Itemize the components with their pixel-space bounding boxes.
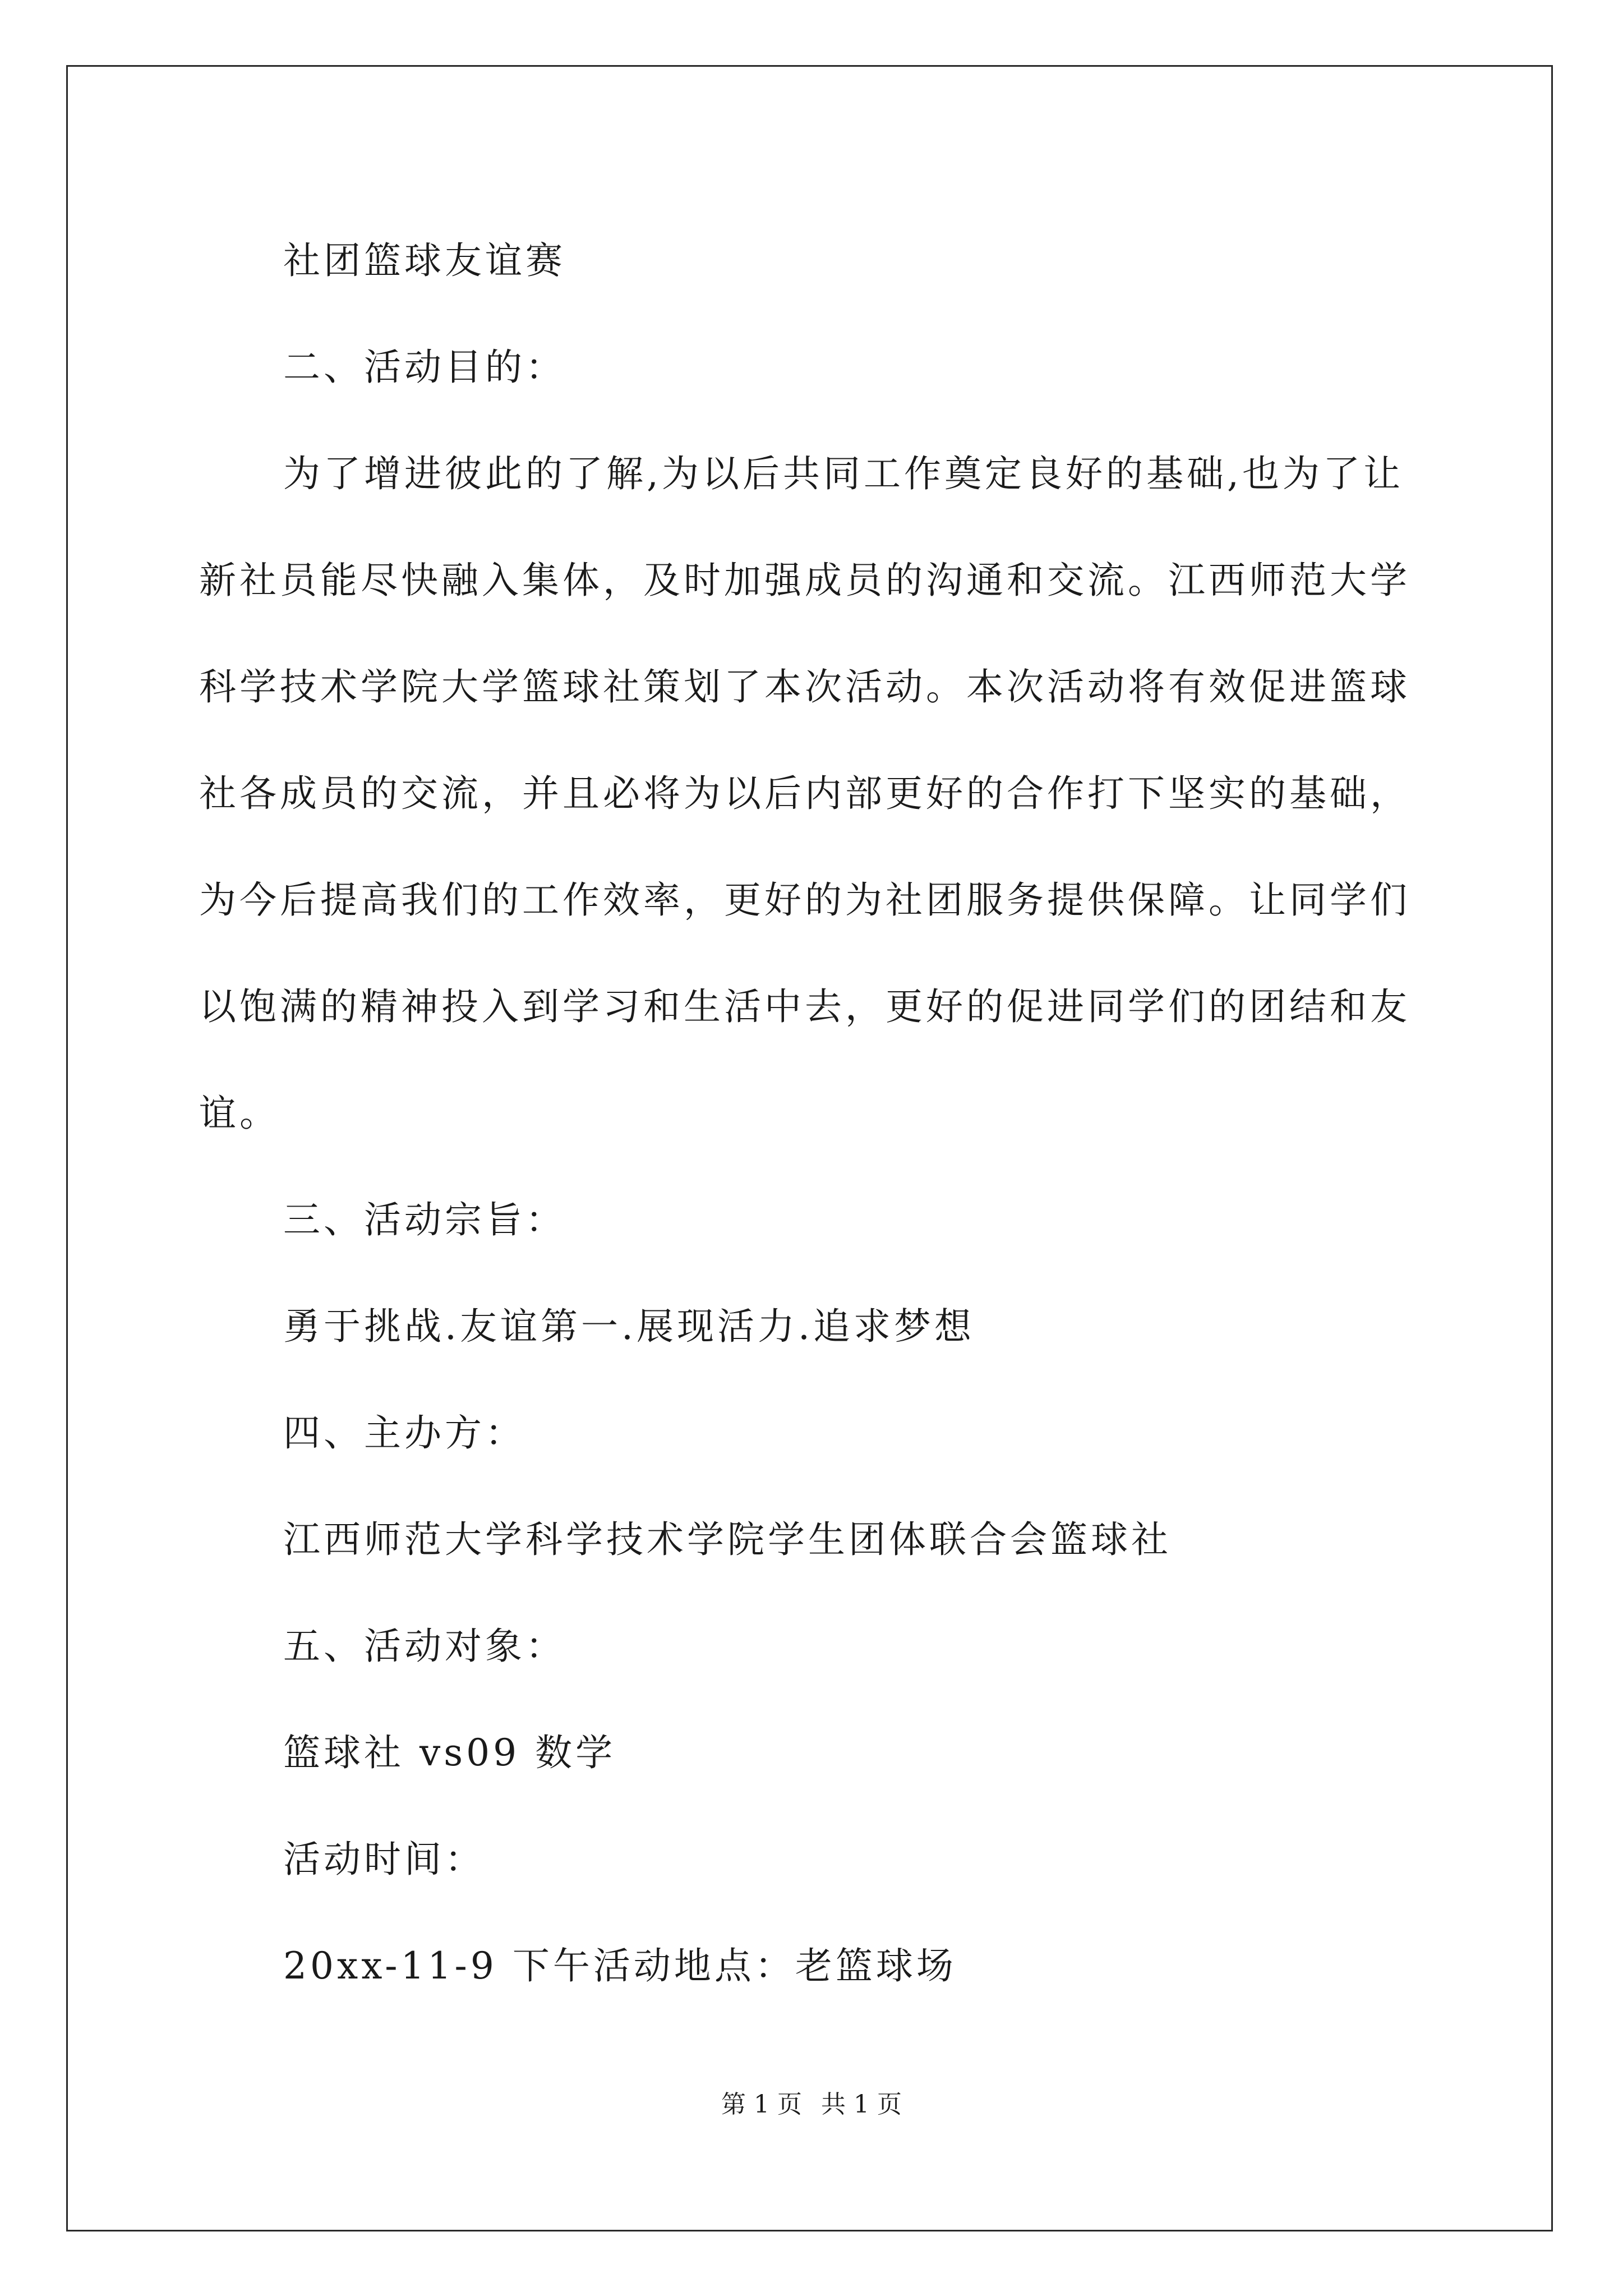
paragraph-line: 社各成员的交流，并且必将为以后内部更好的合作打下坚实的基础，	[199, 772, 1410, 815]
section-heading-purpose: 二、活动目的：	[283, 346, 566, 389]
page-footer	[0, 2084, 1623, 2120]
paragraph-line: 谊。	[199, 1092, 280, 1135]
paragraph-line: 以饱满的精神投入到学习和生活中去，更好的促进同学们的团结和友	[199, 985, 1410, 1028]
section-heading-participants: 五、活动对象：	[283, 1625, 566, 1668]
participants-text: 篮球社 vs09 数学	[283, 1731, 616, 1774]
paragraph-line: 为了增进彼此的了解,为以后共同工作奠定良好的基础,也为了让	[283, 452, 1404, 495]
page-number: 第 1 页	[721, 2090, 802, 2119]
section-heading-organizer: 四、主办方：	[283, 1411, 525, 1455]
tenet-text: 勇于挑战.友谊第一.展现活力.追求梦想	[283, 1305, 975, 1348]
doc-title-line: 社团篮球友谊赛	[283, 239, 566, 282]
time-location-text: 20xx-11-9 下午活动地点：老篮球场	[283, 1944, 957, 1987]
page-total: 共 1 页	[821, 2090, 902, 2119]
time-label: 活动时间：	[283, 1838, 485, 1881]
paragraph-line: 新社员能尽快融入集体，及时加强成员的沟通和交流。江西师范大学	[199, 559, 1410, 602]
paragraph-line: 科学技术学院大学篮球社策划了本次活动。本次活动将有效促进篮球	[199, 665, 1410, 708]
document-body	[199, 208, 1422, 2019]
section-heading-tenet: 三、活动宗旨：	[283, 1198, 566, 1241]
organizer-text: 江西师范大学科学技术学院学生团体联合会篮球社	[283, 1518, 1172, 1561]
paragraph-line: 为今后提高我们的工作效率，更好的为社团服务提供保障。让同学们	[199, 878, 1410, 922]
